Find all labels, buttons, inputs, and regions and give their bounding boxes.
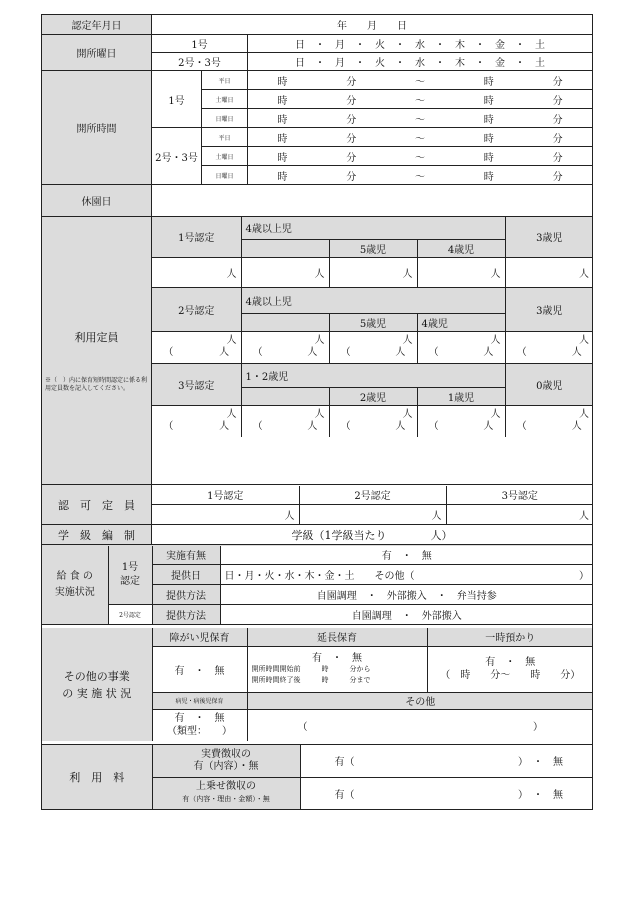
other-projects-label: その他の事業 の 実 施 状 況 xyxy=(42,628,152,741)
temporary-label: 一時預かり xyxy=(427,628,593,646)
capacity-sub: 5歳児 xyxy=(329,313,417,331)
capacity-value-paren[interactable]: 人 （ 人 xyxy=(505,331,593,363)
capacity-sub: 4歳児 xyxy=(417,239,505,257)
opening-hours-type-23: 2号・3号 xyxy=(152,128,202,185)
meal-method-1-field[interactable]: 自園調理 ・ 外部搬入 ・ 弁当持参 xyxy=(220,585,593,605)
meal-implementation-field[interactable]: 有 ・ 無 xyxy=(220,546,593,565)
disability-field[interactable]: 有 ・ 無 xyxy=(152,646,247,692)
opening-days-1-field[interactable]: 日 ・ 月 ・ 火 ・ 水 ・ 木 ・ 金 ・ 土 xyxy=(248,35,593,53)
capacity-last: 0歳児 xyxy=(505,363,593,405)
other-field[interactable]: （ ） xyxy=(247,709,593,741)
opening-hours-day: 土曜日 xyxy=(202,90,248,109)
fee-key: 上乗せ徴収の 有（内容・理由・金額）・無 xyxy=(152,777,300,809)
capacity-note: ※（ ）内に保育短時間認定に係る利用定員数を記入してください。 xyxy=(45,376,148,392)
capacity-value[interactable]: 人 xyxy=(329,257,417,287)
fee-section xyxy=(42,745,593,810)
authorized-value[interactable]: 人 xyxy=(299,505,446,524)
opening-hours-field[interactable]: 時 分 ～ 時 分 xyxy=(248,147,593,166)
sick-label: 病児・病後児保育 xyxy=(152,692,247,709)
temporary-field[interactable]: 有 ・ 無 （ 時 分～ 時 分） xyxy=(427,646,593,692)
opening-hours-field[interactable]: 時 分 ～ 時 分 xyxy=(248,90,593,109)
opening-hours-field[interactable]: 時 分 ～ 時 分 xyxy=(248,128,593,147)
capacity-value-paren[interactable]: 人 （ 人 xyxy=(241,405,329,437)
capacity-empty xyxy=(241,313,329,331)
authorized-header: 2号認定 xyxy=(299,486,446,505)
other-label: その他 xyxy=(247,692,593,709)
capacity-group: 4歳以上児 xyxy=(241,287,505,313)
capacity-sub: 5歳児 xyxy=(329,239,417,257)
opening-days-type-23: 2号・3号 xyxy=(152,53,248,71)
opening-hours-day: 平日 xyxy=(202,128,248,147)
capacity-value-paren[interactable]: 人 （ 人 xyxy=(417,331,505,363)
authorized-value[interactable]: 人 xyxy=(152,505,299,524)
capacity-empty xyxy=(241,239,329,257)
meal-key: 提供方法 xyxy=(152,585,220,605)
sick-field[interactable]: 有 ・ 無 （類型： ） xyxy=(152,709,247,741)
opening-days-23-field[interactable]: 日 ・ 月 ・ 火 ・ 水 ・ 木 ・ 金 ・ 土 xyxy=(248,53,593,71)
opening-days-type-1: 1号 xyxy=(152,35,248,53)
capacity-block-name: 3号認定 xyxy=(152,363,241,405)
capacity-block-name: 2号認定 xyxy=(152,287,241,331)
capacity-table xyxy=(152,217,593,485)
capacity-last: 3歳児 xyxy=(505,217,593,257)
capacity-group: 1・2歳児 xyxy=(241,363,505,387)
capacity-group: 4歳以上児 xyxy=(241,217,505,239)
capacity-value[interactable]: 人 xyxy=(241,257,329,287)
capacity-value-paren[interactable]: 人 （ 人 xyxy=(329,405,417,437)
opening-hours-day: 日曜日 xyxy=(202,109,248,128)
disability-label: 障がい児保育 xyxy=(152,628,247,646)
capacity-empty xyxy=(241,387,329,405)
fee-extra-field[interactable]: 有（ ） ・ 無 xyxy=(300,777,593,809)
meal-key: 提供日 xyxy=(152,565,220,585)
capacity-last: 3歳児 xyxy=(505,287,593,331)
opening-hours-field[interactable]: 時 分 ～ 時 分 xyxy=(248,71,593,90)
capacity-block-name: 1号認定 xyxy=(152,217,241,257)
authorized-header: 1号認定 xyxy=(152,486,299,505)
fee-key: 実費徴収の 有（内容）・無 xyxy=(152,745,300,777)
authorized-capacity-table xyxy=(152,485,593,525)
capacity-value[interactable]: 人 xyxy=(152,257,241,287)
opening-hours-label: 開所時間 xyxy=(42,71,152,185)
meal-type-1: 1号 認定 xyxy=(108,546,152,605)
class-structure-field[interactable]: 学級（1学級当たり 人） xyxy=(152,525,593,545)
capacity-sub: 1歳児 xyxy=(417,387,505,405)
authorized-header: 3号認定 xyxy=(446,486,593,505)
recognition-date-label: 認定年月日 xyxy=(42,15,152,35)
meal-days-field[interactable]: 日・月・火・水・木・金・土 その他（ ） xyxy=(220,565,593,585)
other-projects-section xyxy=(42,625,593,745)
opening-hours-type-1: 1号 xyxy=(152,71,202,128)
meal-key: 実施有無 xyxy=(152,546,220,565)
opening-hours-field[interactable]: 時 分 ～ 時 分 xyxy=(248,166,593,185)
meal-key: 提供方法 xyxy=(152,605,220,624)
capacity-value-paren[interactable]: 人 （ 人 xyxy=(505,405,593,437)
capacity-value[interactable]: 人 xyxy=(505,257,593,287)
capacity-value-paren[interactable]: 人 （ 人 xyxy=(152,331,241,363)
capacity-sub: 2歳児 xyxy=(329,387,417,405)
capacity-value[interactable]: 人 xyxy=(417,257,505,287)
opening-hours-day: 土曜日 xyxy=(202,147,248,166)
meal-section xyxy=(42,545,593,625)
opening-hours-day: 平日 xyxy=(202,71,248,90)
holiday-field[interactable] xyxy=(152,185,593,217)
authorized-capacity-label: 認 可 定 員 xyxy=(42,485,152,525)
fee-actual-field[interactable]: 有（ ） ・ 無 xyxy=(300,745,593,777)
capacity-label: 利用定員 xyxy=(74,330,119,344)
capacity-value-paren[interactable]: 人 （ 人 xyxy=(241,331,329,363)
capacity-sub: 4歳児 xyxy=(417,313,505,331)
extended-label: 延長保育 xyxy=(247,628,427,646)
fee-label: 利 用 料 xyxy=(42,745,152,809)
meal-label: 給 食 の 実施状況 xyxy=(42,546,108,624)
capacity-label-cell xyxy=(42,217,152,485)
holiday-label: 休園日 xyxy=(42,185,152,217)
opening-hours-day: 日曜日 xyxy=(202,166,248,185)
meal-method-2-field[interactable]: 自園調理 ・ 外部搬入 xyxy=(220,605,593,624)
opening-hours-field[interactable]: 時 分 ～ 時 分 xyxy=(248,109,593,128)
facility-recognition-form xyxy=(41,14,592,810)
class-structure-label: 学 級 編 制 xyxy=(42,525,152,545)
extended-field[interactable]: 有 ・ 無 開所時間開始前 時 分から 開所時間終了後 時 分まで xyxy=(247,646,427,692)
capacity-value-paren[interactable]: 人 （ 人 xyxy=(152,405,241,437)
capacity-value-paren[interactable]: 人 （ 人 xyxy=(417,405,505,437)
opening-days-label: 開所曜日 xyxy=(42,35,152,71)
recognition-date-field[interactable]: 年 月 日 xyxy=(152,15,593,35)
authorized-value[interactable]: 人 xyxy=(446,505,593,524)
capacity-value-paren[interactable]: 人 （ 人 xyxy=(329,331,417,363)
meal-type-2: 2号認定 xyxy=(108,605,152,624)
